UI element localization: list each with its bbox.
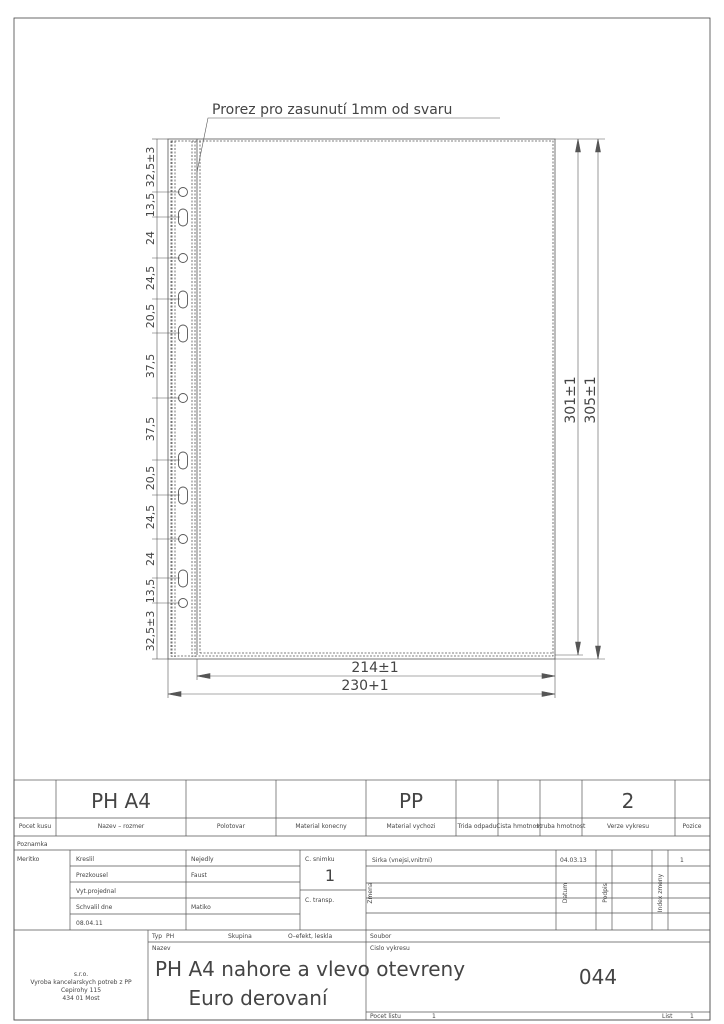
slot-hole [179, 570, 188, 587]
dim-label: 20,5 [144, 303, 157, 329]
c-snimku-value: 1 [324, 866, 336, 885]
date-value: 04.03.13 [560, 857, 587, 864]
vyt-projednal-label: Vyt.projednal [76, 888, 116, 895]
company-line1: s.r.o. [73, 971, 89, 978]
slot-hole [179, 487, 188, 504]
kreslil-label: Kreslil [76, 856, 95, 863]
width-outer-label: 230+1 [341, 678, 389, 694]
typ-label: Typ [152, 933, 163, 940]
slot-hole [179, 209, 188, 226]
datum-value: 08.04.11 [76, 920, 103, 927]
c-snimku-label: C. snimku [305, 856, 335, 863]
company-line3: Cepirohy 115 [60, 987, 102, 994]
skupina-value: O–efekt, leskla [288, 933, 333, 940]
kreslil-value: Nejedly [191, 856, 214, 863]
sirka-label: Sirka (vnejsi,vnitrni) [372, 857, 433, 864]
hdr-material-konecny: Material konecny [295, 823, 347, 830]
weld-note [197, 102, 500, 172]
weld-note-text: Prorez pro zasunutí 1mm od svaru [212, 102, 453, 118]
dim-label: 37,5 [144, 416, 157, 442]
dim-label: 24,5 [144, 504, 157, 530]
height-outer-label: 305±1 [583, 376, 599, 424]
height-inner-label: 301±1 [563, 376, 579, 424]
poznamka-label: Poznamka [17, 841, 48, 848]
dim-label: 20,5 [144, 465, 157, 491]
typ-value: PH [166, 933, 175, 940]
company-line2: Vyroba kancelarskych potreb z PP [30, 979, 132, 986]
datum-label: Datum [562, 882, 569, 904]
title-block-text [17, 789, 702, 1020]
material-value: PP [398, 789, 424, 813]
nazev-value: PH A4 [91, 789, 151, 813]
dim-label: 13,5 [144, 192, 157, 218]
c-transp-label: C. transp. [305, 897, 335, 904]
dim-label: 24,5 [144, 265, 157, 291]
title-line2: Euro derovaní [188, 986, 328, 1010]
cislo-vykresu-label: Cislo vykresu [370, 945, 410, 952]
company-line4: 434 01 Most [62, 995, 100, 1002]
hdr-polotovar: Polotovar [216, 823, 246, 830]
slot-hole [179, 291, 188, 308]
sheet-frame [14, 18, 710, 1020]
verze-value: 2 [621, 789, 635, 813]
pocet-listu-value: 1 [432, 1013, 436, 1020]
index-value: 1 [680, 857, 684, 864]
pocet-listu-label: Pocet listu [370, 1013, 401, 1020]
hdr-nazev: Nazev – rozmer [97, 823, 145, 830]
list-value: 1 [690, 1013, 694, 1020]
slot-hole [179, 325, 188, 342]
index-zmeny-label: Index zmeny [657, 873, 664, 913]
zmena-label: Zmena [367, 882, 374, 904]
schvalil-value: Matiko [191, 904, 211, 911]
hole-dimension-labels [144, 147, 157, 652]
dim-label: 24 [144, 231, 157, 245]
hdr-verze: Verze vykresu [606, 823, 650, 830]
punch-holes [179, 188, 188, 608]
pocket-outline [168, 139, 555, 659]
nazev-label: Nazev [152, 945, 171, 952]
hdr-pocet-kusu: Pocet kusu [18, 823, 52, 830]
slot-hole [179, 452, 188, 469]
list-label: List [662, 1013, 673, 1020]
skupina-label: Skupina [228, 933, 252, 940]
dim-label: 37,5 [144, 353, 157, 379]
prezkousel-label: Prezkousel [76, 872, 108, 879]
hdr-hruba-hmotnost: Hruba hmotnost [536, 823, 586, 830]
width-inner-label: 214±1 [351, 660, 399, 676]
dim-label: 32,5±3 [144, 610, 157, 652]
title-line1: PH A4 nahore a vlevo otevreny [155, 957, 466, 981]
hdr-pozice: Pozice [682, 823, 702, 830]
schvalil-label: Schvalil dne [76, 904, 113, 911]
podpis-label: Podpis [602, 883, 609, 903]
hdr-trida-odpadu: Trida odpadu [457, 823, 497, 830]
drawing-number: 044 [578, 965, 618, 989]
soubor-label: Soubor [370, 933, 392, 940]
dim-label: 24 [144, 552, 157, 566]
dim-label: 32,5±3 [144, 146, 157, 188]
hdr-material-vychozi: Material vychozi [386, 823, 436, 830]
prezkousel-value: Faust [191, 872, 207, 879]
hdr-cista-hmotnost: Cista hmotnost [496, 823, 542, 830]
dim-label: 13,5 [144, 578, 157, 604]
meritko-label: Meritko [17, 856, 40, 863]
